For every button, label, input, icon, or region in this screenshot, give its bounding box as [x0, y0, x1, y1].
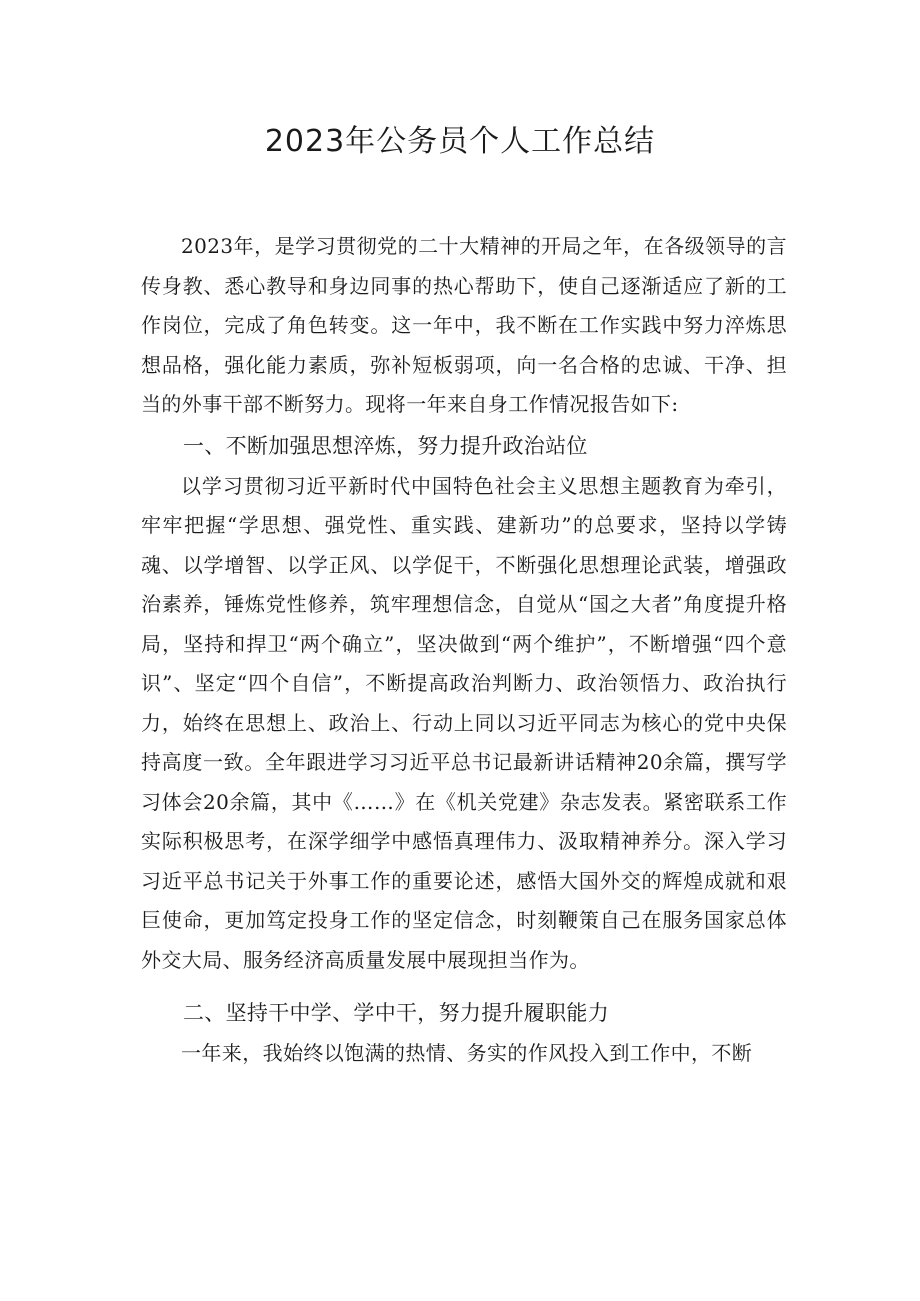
document-body — [141, 227, 787, 1074]
intro-paragraph: 2023年，是学习贯彻党的二十大精神的开局之年，在各级领导的言传身教、悉心教导和身边同事的热心帮助下，使自己逐渐适应了新的工作岗位，完成了角色转变。这一年中，我不断在工作实践中努力淬炼思想品格，强化能力素质，弥补短板弱项，向一名合格的忠诚、干净、担当的外事干部不断努力。现将一年来自身工作情况报告如下: — [141, 234, 787, 416]
section-2-paragraph: 一年来，我始终以饱满的热情、务实的作风投入到工作中，不断 — [181, 1041, 753, 1065]
section-2-heading: 二、坚持干中学、学中干，努力提升履职能力 — [183, 1001, 609, 1025]
document-title: 2023年公务员个人工作总结 — [264, 124, 656, 159]
section-1-paragraph: 以学习贯彻习近平新时代中国特色社会主义思想主题教育为牵引，牢牢把握“学思想、强党性、重实践、建新功”的总要求，坚持以学铸魂、以学增智、以学正风、以学促干，不断强化思想理论武装，增强政治素养，锤炼党性修养，筑牢理想信念，自觉从“国之大者”角度提升格局，坚持和捍卫“两个确立”，坚决做到“两个维护”，不断增强“四个意识”、坚定“四个自信”，不断提高政治判断力、政治领悟力、政治执行力，始终在思想上、政治上、行动上同以习近平同志为核心的党中央保持高度一致。全年跟进学习习近平总书记最新讲话精神20余篇，撰写学习体会20余篇，其中《……》在《机关党建》杂志发表。紧密联系工作实际积极思考，在深学细学中感悟真理伟力、汲取精神养分。深入学习习近平总书记关于外事工作的重要论述，感悟大国外交的辉煌成就和艰巨使命，更加笃定投身工作的坚定信念，时刻鞭策自己在服务国家总体外交大局、服务经济高质量发展中展现担当作为。 — [141, 473, 787, 972]
section-1-heading: 一、不断加强思想淬炼，努力提升政治站位 — [183, 433, 588, 458]
